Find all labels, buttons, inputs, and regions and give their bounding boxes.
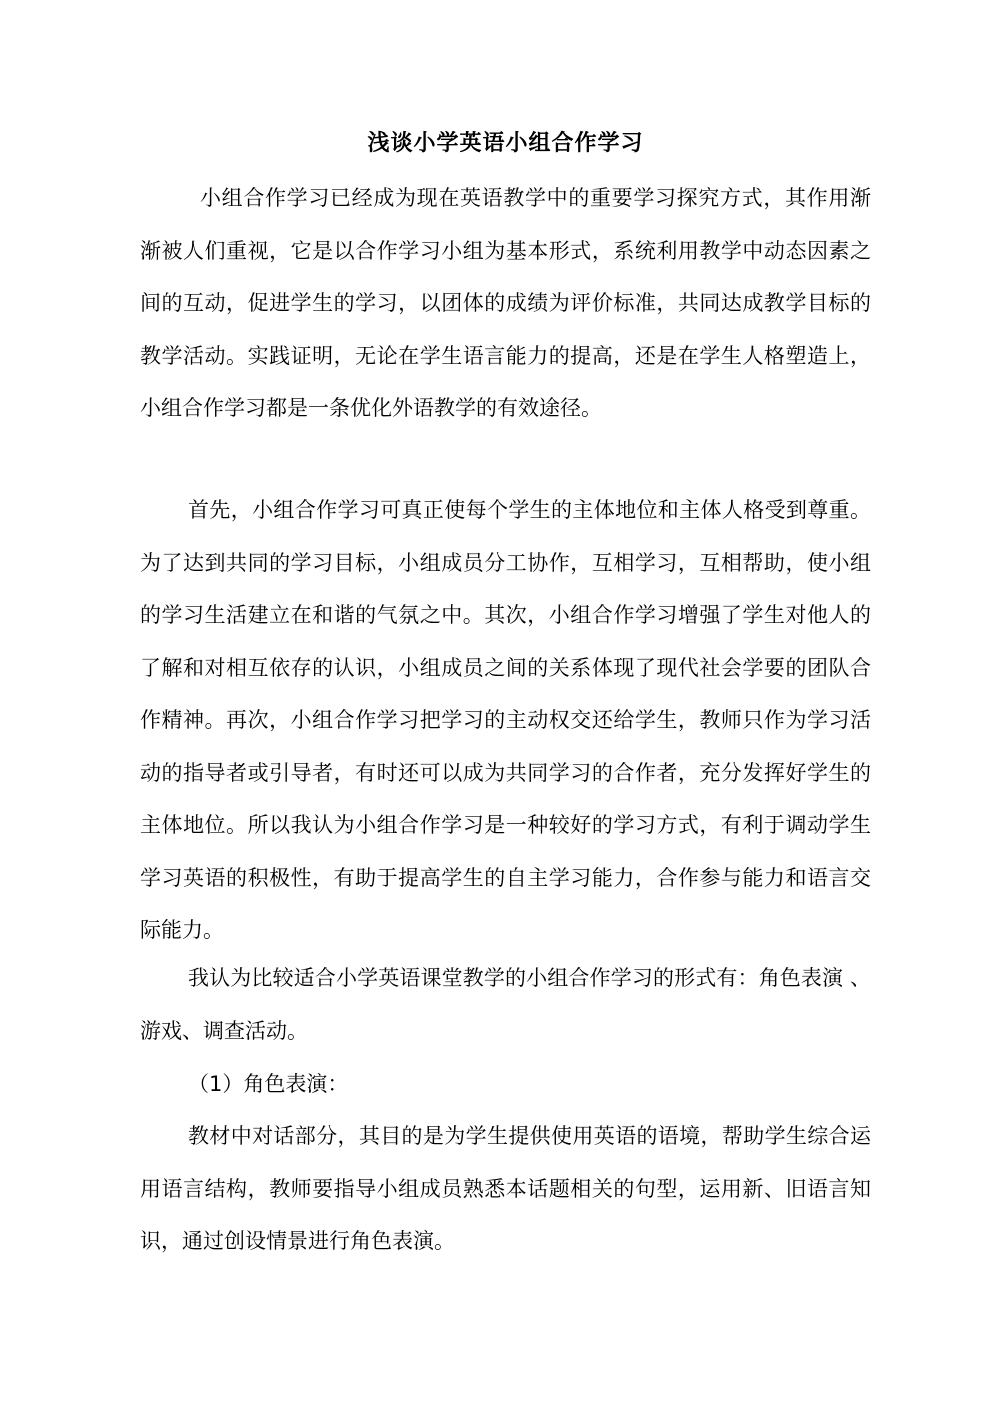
- paragraph-intro: 小组合作学习已经成为现在英语教学中的重要学习探究方式，其作用渐渐被人们重视，它是以合作学习小组为基本形式，系统利用教学中动态因素之间的互动，促进学生的学习，以团体的成绩为评价标准，共同达成教学目标的教学活动。实践证明，无论在学生语言能力的提高，还是在学生人格塑造上，小组合作学习都是一条优化外语教学的有效途径。: [140, 186, 871, 420]
- paragraph-forms: 我认为比较适合小学英语课堂教学的小组合作学习的形式有：角色表演 、游戏、调查活动。: [140, 966, 871, 1043]
- paragraph-benefits: 首先，小组合作学习可真正使每个学生的主体地位和主体人格受到尊重。为了达到共同的学习目标，小组成员分工协作，互相学习，互相帮助，使小组的学习生活建立在和谐的气氛之中。其次，小组合作学习增强了学生对他人的了解和对相互依存的认识，小组成员之间的关系体现了现代社会学要的团队合作精神。再次，小组合作学习把学习的主动权交还给学生，教师只作为学习活动的指导者或引导者，有时还可以成为共同学习的合作者，充分发挥好学生的主体地位。所以我认为小组合作学习是一种较好的学习方式，有利于调动学生学习英语的积极性，有助于提高学生的自主学习能力，合作参与能力和语言交际能力。: [140, 498, 871, 942]
- document-title: 浅谈小学英语小组合作学习: [367, 131, 644, 156]
- paragraph-role-play: 教材中对话部分，其目的是为学生提供使用英语的语境，帮助学生综合运用语言结构，教师要指导小组成员熟悉本话题相关的句型，运用新、旧语言知识，通过创设情景进行角色表演。: [140, 1124, 871, 1253]
- paragraph-role-play-heading: （1）角色表演：: [188, 1072, 349, 1096]
